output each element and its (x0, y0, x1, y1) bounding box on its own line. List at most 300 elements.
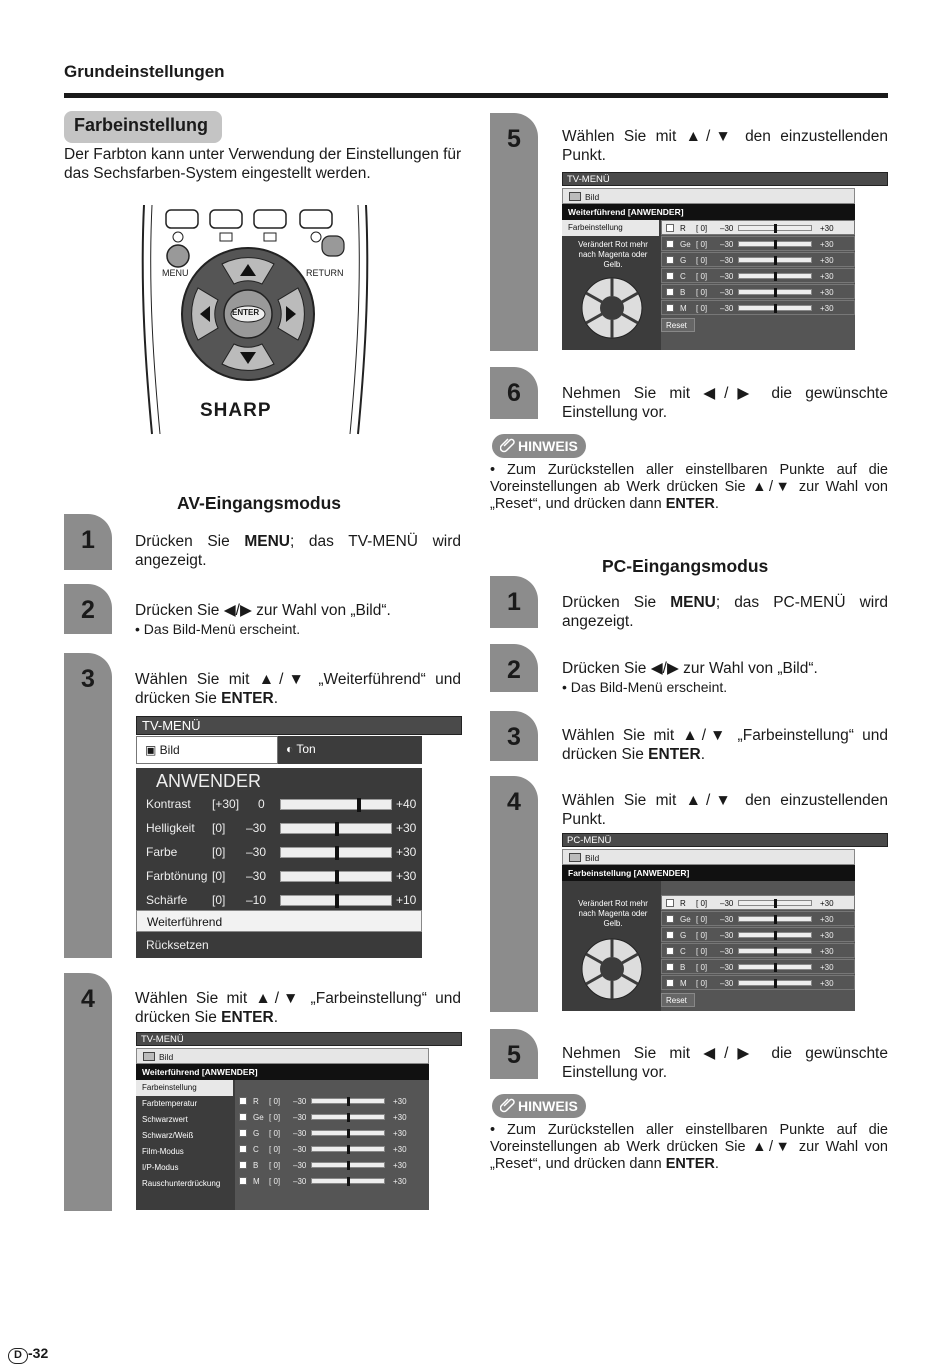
color-value: [ 0] (696, 947, 708, 956)
color-label: B (680, 963, 686, 972)
adj-value: 0 (258, 797, 265, 811)
color-min: –30 (720, 931, 734, 940)
adj-slider[interactable] (280, 799, 392, 810)
color-label: Ge (253, 1113, 264, 1122)
color-checkbox (666, 224, 674, 232)
adj-set: [0] (212, 845, 226, 859)
right-step-6-number: 6 (507, 379, 521, 407)
color-slider[interactable] (738, 257, 812, 263)
color-adjust-bild-tab[interactable] (562, 188, 855, 204)
av-step-4-text (135, 989, 461, 1027)
adj-label: Farbe (146, 845, 178, 859)
color-label: G (680, 931, 687, 940)
color-slider[interactable] (738, 305, 812, 311)
pc-step-1-text-c: ; das PC-MENÜ wird angezeigt. (562, 594, 889, 630)
adj-row-kontrast[interactable] (146, 794, 420, 814)
adj-slider-mark (335, 870, 339, 884)
color-slider-mark (774, 979, 777, 988)
picture-icon (143, 1052, 155, 1061)
av-step-2-number: 2 (81, 596, 95, 624)
color-slider-mark (347, 1129, 350, 1138)
color-max: +30 (820, 963, 834, 972)
color-checkbox (666, 288, 674, 296)
pc-step-1-number: 1 (507, 588, 521, 616)
color-min: –30 (293, 1161, 307, 1170)
menu-item-weiterfuehrend[interactable]: Weiterführend (136, 910, 422, 932)
av-step-4-number: 4 (81, 985, 95, 1013)
sidelist-item[interactable]: I/P-Modus (142, 1163, 179, 1172)
color-max: +30 (393, 1097, 407, 1106)
adj-max: +30 (396, 869, 417, 883)
color-label: R (253, 1097, 259, 1106)
adj-set: [0] (212, 869, 226, 883)
color-slider[interactable] (738, 916, 812, 922)
color-checkbox (239, 1177, 247, 1185)
menu-item-ruecksetzen[interactable]: Rücksetzen (146, 938, 209, 952)
color-adjust-tab-label: Bild (585, 192, 600, 202)
color-label: R (680, 224, 686, 233)
color-adjust-header: TV-MENÜ (562, 172, 888, 186)
color-slider-mark (774, 224, 777, 233)
tab-ton-label: Ton (296, 742, 316, 756)
adj-value: –30 (246, 845, 267, 859)
adj-slider-mark (335, 846, 339, 860)
color-slider-mark (347, 1113, 350, 1122)
pc-step-5-text: Nehmen Sie mit ◀/▶ die gewünschte Einstellung vor. (562, 1045, 888, 1081)
color-max: +30 (393, 1129, 407, 1138)
color-label: M (253, 1177, 260, 1186)
color-row-c[interactable] (661, 943, 855, 958)
adj-row-farbtoenung[interactable] (146, 866, 420, 886)
adj-slider[interactable] (280, 823, 392, 834)
pc-step-3-text-a: Wählen Sie mit ▲/▼ „Farbeinstellung“ und drücken Sie (562, 727, 888, 763)
av-step-3-text-c: . (273, 690, 279, 707)
adj-row-helligkeit[interactable] (146, 818, 420, 838)
right-step-6-bar (490, 367, 538, 419)
color-slider[interactable] (311, 1146, 385, 1152)
adj-max: +30 (396, 821, 417, 835)
hinweis-note-1-text: • Zum Zurückstellen aller einstellbaren Punkte auf die Voreinstellungen ab Werk drücken Sie ▲/▼ zur Wahl von „Reset“, und drücken dann (490, 462, 888, 512)
advanced-menu-title: Weiterführend [ANWENDER] (136, 1064, 429, 1080)
color-row-ge[interactable] (661, 911, 855, 926)
sidelist-item[interactable]: Schwarzwert (142, 1115, 188, 1124)
pc-step-2-sub: • Das Bild-Menü erscheint. (562, 679, 728, 695)
picture-icon (569, 192, 581, 201)
color-min: –30 (720, 915, 734, 924)
color-slider-mark (774, 963, 777, 972)
tab-ton[interactable]: ◐ Ton (278, 736, 422, 764)
color-value: [ 0] (696, 304, 708, 313)
adj-set: [+30] (212, 797, 240, 811)
adj-value: –30 (246, 869, 267, 883)
color-max: +30 (393, 1145, 407, 1154)
color-max: +30 (820, 979, 834, 988)
av-step-4-bar (64, 973, 112, 1211)
color-checkbox (666, 256, 674, 264)
color-value: [ 0] (269, 1097, 281, 1106)
color-checkbox (666, 272, 674, 280)
av-step-2-sub: • Das Bild-Menü erscheint. (135, 621, 301, 637)
color-row-c[interactable] (661, 268, 855, 283)
color-slider-mark (774, 256, 777, 265)
pc-menu-bild-tab[interactable] (562, 849, 855, 865)
color-row-b[interactable] (235, 1158, 429, 1173)
color-max: +30 (820, 272, 834, 281)
color-row-g[interactable] (661, 927, 855, 942)
color-checkbox (239, 1145, 247, 1153)
adj-set: [0] (212, 893, 226, 907)
pc-step-2-bar (490, 644, 538, 692)
sidelist-item[interactable]: Rauschunterdrückung (142, 1179, 221, 1188)
tab-bild[interactable]: ▣ Bild (136, 736, 278, 764)
av-step-1-bar (64, 514, 112, 570)
panel-title: ANWENDER (156, 771, 262, 791)
pc-step-3-text (562, 726, 888, 764)
color-row-m[interactable] (661, 975, 855, 990)
color-slider[interactable] (738, 289, 812, 295)
right-step-5-text: Wählen Sie mit ▲/▼ den einzustellenden Punkt. (562, 128, 888, 164)
av-step-3-key: ENTER (221, 690, 274, 707)
color-min: –30 (720, 224, 734, 233)
hinweis-note-1 (490, 462, 888, 513)
hinweis-label-1: HINWEIS (518, 438, 578, 454)
av-step-4-key: ENTER (221, 1009, 274, 1026)
color-max: +30 (393, 1161, 407, 1170)
pc-step-3-key: ENTER (648, 746, 701, 763)
av-step-3-number: 3 (81, 665, 95, 693)
color-value: [ 0] (696, 256, 708, 265)
color-label: G (253, 1129, 260, 1138)
color-wheel-icon (580, 276, 644, 340)
pc-step-1-bar (490, 576, 538, 628)
hinweis-badge-2 (492, 1094, 586, 1118)
color-slider-mark (774, 288, 777, 297)
color-slider-mark (774, 240, 777, 249)
color-value: [ 0] (696, 915, 708, 924)
footer-page-number: -32 (28, 1345, 49, 1361)
adj-slider-mark (357, 798, 361, 812)
color-adjust-screen-pc (562, 833, 888, 1013)
color-slider[interactable] (738, 900, 812, 906)
color-label: C (253, 1145, 259, 1154)
color-slider-mark (347, 1177, 350, 1186)
color-max: +30 (820, 256, 834, 265)
tab-bild-label: Bild (159, 743, 180, 757)
color-value: [ 0] (269, 1177, 281, 1186)
anwender-panel (136, 768, 422, 958)
page-footer (8, 1345, 48, 1364)
color-checkbox (239, 1113, 247, 1121)
color-slider[interactable] (738, 980, 812, 986)
color-slider-mark (347, 1145, 350, 1154)
color-min: –30 (720, 899, 734, 908)
remote-menu-label: MENU (162, 268, 189, 278)
color-slider[interactable] (738, 948, 812, 954)
color-slider-mark (347, 1097, 350, 1106)
reset-button[interactable]: Reset (661, 318, 695, 332)
color-row-m[interactable] (235, 1174, 429, 1189)
color-row-b[interactable] (661, 284, 855, 299)
color-label: B (680, 288, 686, 297)
pc-menu-body (562, 881, 855, 1011)
color-slider-mark (774, 304, 777, 313)
color-label: G (680, 256, 687, 265)
color-checkbox (666, 947, 674, 955)
av-step-3-text-a: Wählen Sie mit ▲/▼ „Weiterführend“ und drücken Sie (135, 671, 461, 707)
color-value: [ 0] (696, 899, 708, 908)
picture-icon (569, 853, 581, 862)
color-max: +30 (393, 1113, 407, 1122)
color-slider[interactable] (311, 1178, 385, 1184)
section-intro: Der Farbton kann unter Verwendung der Einstellungen für das Sechsfarben-System eingestellt werden. (64, 146, 462, 182)
adj-label: Schärfe (146, 893, 188, 907)
adj-value: –30 (246, 821, 267, 835)
adj-set: [0] (212, 821, 226, 835)
adj-slider-mark (335, 894, 339, 908)
color-label: C (680, 272, 686, 281)
av-mode-title: AV-Eingangsmodus (177, 493, 341, 513)
av-step-1-key: MENU (244, 533, 290, 550)
sidelist-item[interactable]: Schwarz/Weiß (142, 1131, 194, 1140)
av-step-3-text (135, 670, 461, 708)
color-adjust-sub[interactable]: Farbeinstellung (562, 220, 659, 236)
paperclip-icon (500, 437, 516, 453)
reset-button[interactable]: Reset (661, 993, 695, 1007)
color-checkbox (239, 1161, 247, 1169)
color-value: [ 0] (696, 240, 708, 249)
pc-step-2-text: Drücken Sie ◀/▶ zur Wahl von „Bild“. (562, 660, 818, 677)
adj-value: –10 (246, 893, 267, 907)
pc-mode-title: PC-Eingangsmodus (602, 556, 769, 576)
adj-row-farbe[interactable] (146, 842, 420, 862)
color-min: –30 (720, 947, 734, 956)
color-min: –30 (293, 1097, 307, 1106)
color-value: [ 0] (269, 1129, 281, 1138)
remote-enter-label: ENTER (232, 308, 260, 317)
color-slider-mark (347, 1161, 350, 1170)
color-min: –30 (293, 1129, 307, 1138)
sidelist-item[interactable]: Farbtemperatur (142, 1099, 198, 1108)
color-adjust-desc: Verändert Rot mehr nach Magenta oder Gelb. (578, 240, 648, 269)
color-adjust-title: Weiterführend [ANWENDER] (562, 204, 855, 220)
color-max: +30 (820, 931, 834, 940)
color-slider[interactable] (311, 1098, 385, 1104)
color-checkbox (666, 931, 674, 939)
pc-step-4-number: 4 (507, 788, 521, 816)
sidelist-item[interactable]: Film-Modus (142, 1147, 184, 1156)
color-value: [ 0] (269, 1113, 281, 1122)
color-value: [ 0] (696, 931, 708, 940)
color-checkbox (239, 1129, 247, 1137)
color-label: M (680, 304, 687, 313)
advanced-menu-body (136, 1080, 429, 1210)
adj-slider[interactable] (280, 847, 392, 858)
pc-step-5-number: 5 (507, 1041, 521, 1069)
adj-max: +30 (396, 845, 417, 859)
pc-step-1-text-a: Drücken Sie (562, 594, 671, 611)
pc-step-1-key: MENU (670, 594, 716, 611)
color-value: [ 0] (696, 963, 708, 972)
color-max: +30 (820, 240, 834, 249)
color-max: +30 (820, 899, 834, 908)
av-step-2-text: Drücken Sie ◀/▶ zur Wahl von „Bild“. (135, 602, 391, 619)
pc-color-desc: Verändert Rot mehr nach Magenta oder Gelb. (578, 899, 648, 928)
color-min: –30 (720, 272, 734, 281)
color-max: +30 (820, 224, 834, 233)
color-row-r[interactable] (235, 1094, 429, 1109)
color-slider-mark (774, 915, 777, 924)
advanced-color-list (235, 1080, 429, 1210)
header-rule (64, 93, 888, 98)
av-step-3-bar (64, 653, 112, 958)
advanced-menu-bild-tab[interactable] (136, 1048, 429, 1064)
pc-step-4-text: Wählen Sie mit ▲/▼ den einzustellenden Punkt. (562, 792, 888, 828)
advanced-sidelist (136, 1080, 233, 1210)
right-step-6-text: Nehmen Sie mit ◀/▶ die gewünschte Einstellung vor. (562, 385, 888, 421)
pc-step-5-bar (490, 1029, 538, 1079)
right-step-5-number: 5 (507, 125, 521, 153)
color-checkbox (666, 899, 674, 907)
adj-label: Farbtönung (146, 869, 208, 883)
pc-step-3-text-c: . (700, 746, 706, 763)
color-slider[interactable] (738, 241, 812, 247)
pc-menu-header: PC-MENÜ (562, 833, 888, 847)
advanced-menu-header: TV-MENÜ (136, 1032, 462, 1046)
remote-return-label: RETURN (306, 268, 344, 278)
av-step-1-number: 1 (81, 526, 95, 554)
color-checkbox (666, 979, 674, 987)
advanced-menu-tab-label: Bild (159, 1052, 174, 1062)
section-title: Farbeinstellung (64, 111, 222, 143)
color-row-b[interactable] (661, 959, 855, 974)
color-min: –30 (720, 256, 734, 265)
color-slider-mark (774, 899, 777, 908)
color-min: –30 (293, 1145, 307, 1154)
pc-step-3-number: 3 (507, 723, 521, 751)
tv-menu-header: TV-MENÜ (136, 716, 462, 735)
color-min: –30 (720, 304, 734, 313)
color-label: C (680, 947, 686, 956)
color-checkbox (666, 240, 674, 248)
footer-language-badge: D (8, 1348, 28, 1364)
color-adjust-screen-tv (562, 172, 888, 352)
right-step-5-bar (490, 113, 538, 351)
adj-label: Kontrast (146, 797, 191, 811)
pc-step-2-number: 2 (507, 656, 521, 684)
adj-label: Helligkeit (146, 821, 195, 835)
adj-max: +10 (396, 893, 417, 907)
color-checkbox (666, 915, 674, 923)
av-step-2-bar (64, 584, 112, 634)
color-row-r[interactable] (661, 220, 855, 235)
color-max: +30 (820, 915, 834, 924)
color-min: –30 (720, 240, 734, 249)
color-value: [ 0] (269, 1145, 281, 1154)
color-label: Ge (680, 240, 691, 249)
color-slider-mark (774, 931, 777, 940)
adj-slider[interactable] (280, 895, 392, 906)
color-checkbox (666, 304, 674, 312)
av-step-4-text-c: . (273, 1009, 279, 1026)
hinweis-note-2-text: • Zum Zurückstellen aller einstellbaren Punkte auf die Voreinstellungen ab Werk drücken Sie ▲/▼ zur Wahl von „Reset“, und drücken dann (490, 1122, 888, 1172)
color-slider[interactable] (311, 1130, 385, 1136)
color-slider-mark (774, 272, 777, 281)
color-row-g[interactable] (235, 1126, 429, 1141)
color-slider[interactable] (311, 1162, 385, 1168)
color-label: Ge (680, 915, 691, 924)
pc-step-1-text (562, 593, 888, 631)
color-label: R (680, 899, 686, 908)
pc-menu-tab-label: Bild (585, 853, 600, 863)
hinweis-note-2 (490, 1122, 888, 1173)
color-row-m[interactable] (661, 300, 855, 315)
color-wheel-icon (580, 937, 644, 1001)
tv-menu-screen (136, 716, 462, 952)
color-slider[interactable] (738, 273, 812, 279)
color-row-ge[interactable] (235, 1110, 429, 1125)
color-max: +30 (393, 1177, 407, 1186)
color-slider[interactable] (738, 932, 812, 938)
color-slider[interactable] (311, 1114, 385, 1120)
page-header: Grundeinstellungen (64, 62, 225, 81)
tv-menu-tabs (136, 736, 422, 764)
color-min: –30 (720, 963, 734, 972)
color-slider[interactable] (738, 225, 812, 231)
color-slider[interactable] (738, 964, 812, 970)
color-max: +30 (820, 288, 834, 297)
adj-max: +40 (396, 797, 417, 811)
sidelist-item[interactable]: Farbeinstellung (136, 1080, 233, 1096)
adj-slider[interactable] (280, 871, 392, 882)
remote-brand: SHARP (200, 400, 272, 421)
advanced-menu-screen (136, 1032, 462, 1210)
hinweis-badge-1 (492, 434, 586, 458)
color-min: –30 (293, 1177, 307, 1186)
color-value: [ 0] (696, 288, 708, 297)
hinweis-label-2: HINWEIS (518, 1098, 578, 1114)
color-row-c[interactable] (235, 1142, 429, 1157)
av-step-4-text-a: Wählen Sie mit ▲/▼ „Farbeinstellung“ und drücken Sie (135, 990, 461, 1026)
color-label: M (680, 979, 687, 988)
color-checkbox (666, 963, 674, 971)
av-step-1-text (135, 532, 461, 570)
color-adjust-body (562, 220, 855, 350)
color-row-ge[interactable] (661, 236, 855, 251)
paperclip-icon (500, 1097, 516, 1113)
color-max: +30 (820, 947, 834, 956)
color-label: B (253, 1161, 259, 1170)
color-row-g[interactable] (661, 252, 855, 267)
hinweis-note-2-key: ENTER (665, 1156, 715, 1172)
color-list (661, 220, 855, 350)
pc-step-4-bar (490, 776, 538, 1012)
color-slider-mark (774, 947, 777, 956)
hinweis-note-2-end: . (714, 1156, 719, 1172)
hinweis-note-1-end: . (714, 496, 719, 512)
color-min: –30 (720, 979, 734, 988)
adj-row-schaerfe[interactable] (146, 890, 420, 910)
color-checkbox (239, 1097, 247, 1105)
remote-illustration (130, 200, 380, 440)
color-row-r[interactable] (661, 895, 855, 910)
color-value: [ 0] (696, 224, 708, 233)
color-value: [ 0] (269, 1161, 281, 1170)
color-min: –30 (720, 288, 734, 297)
adj-slider-mark (335, 822, 339, 836)
color-min: –30 (293, 1113, 307, 1122)
pc-menu-title: Farbeinstellung [ANWENDER] (562, 865, 855, 881)
av-step-1-text-c: ; das TV-MENÜ wird angezeigt. (135, 533, 461, 569)
